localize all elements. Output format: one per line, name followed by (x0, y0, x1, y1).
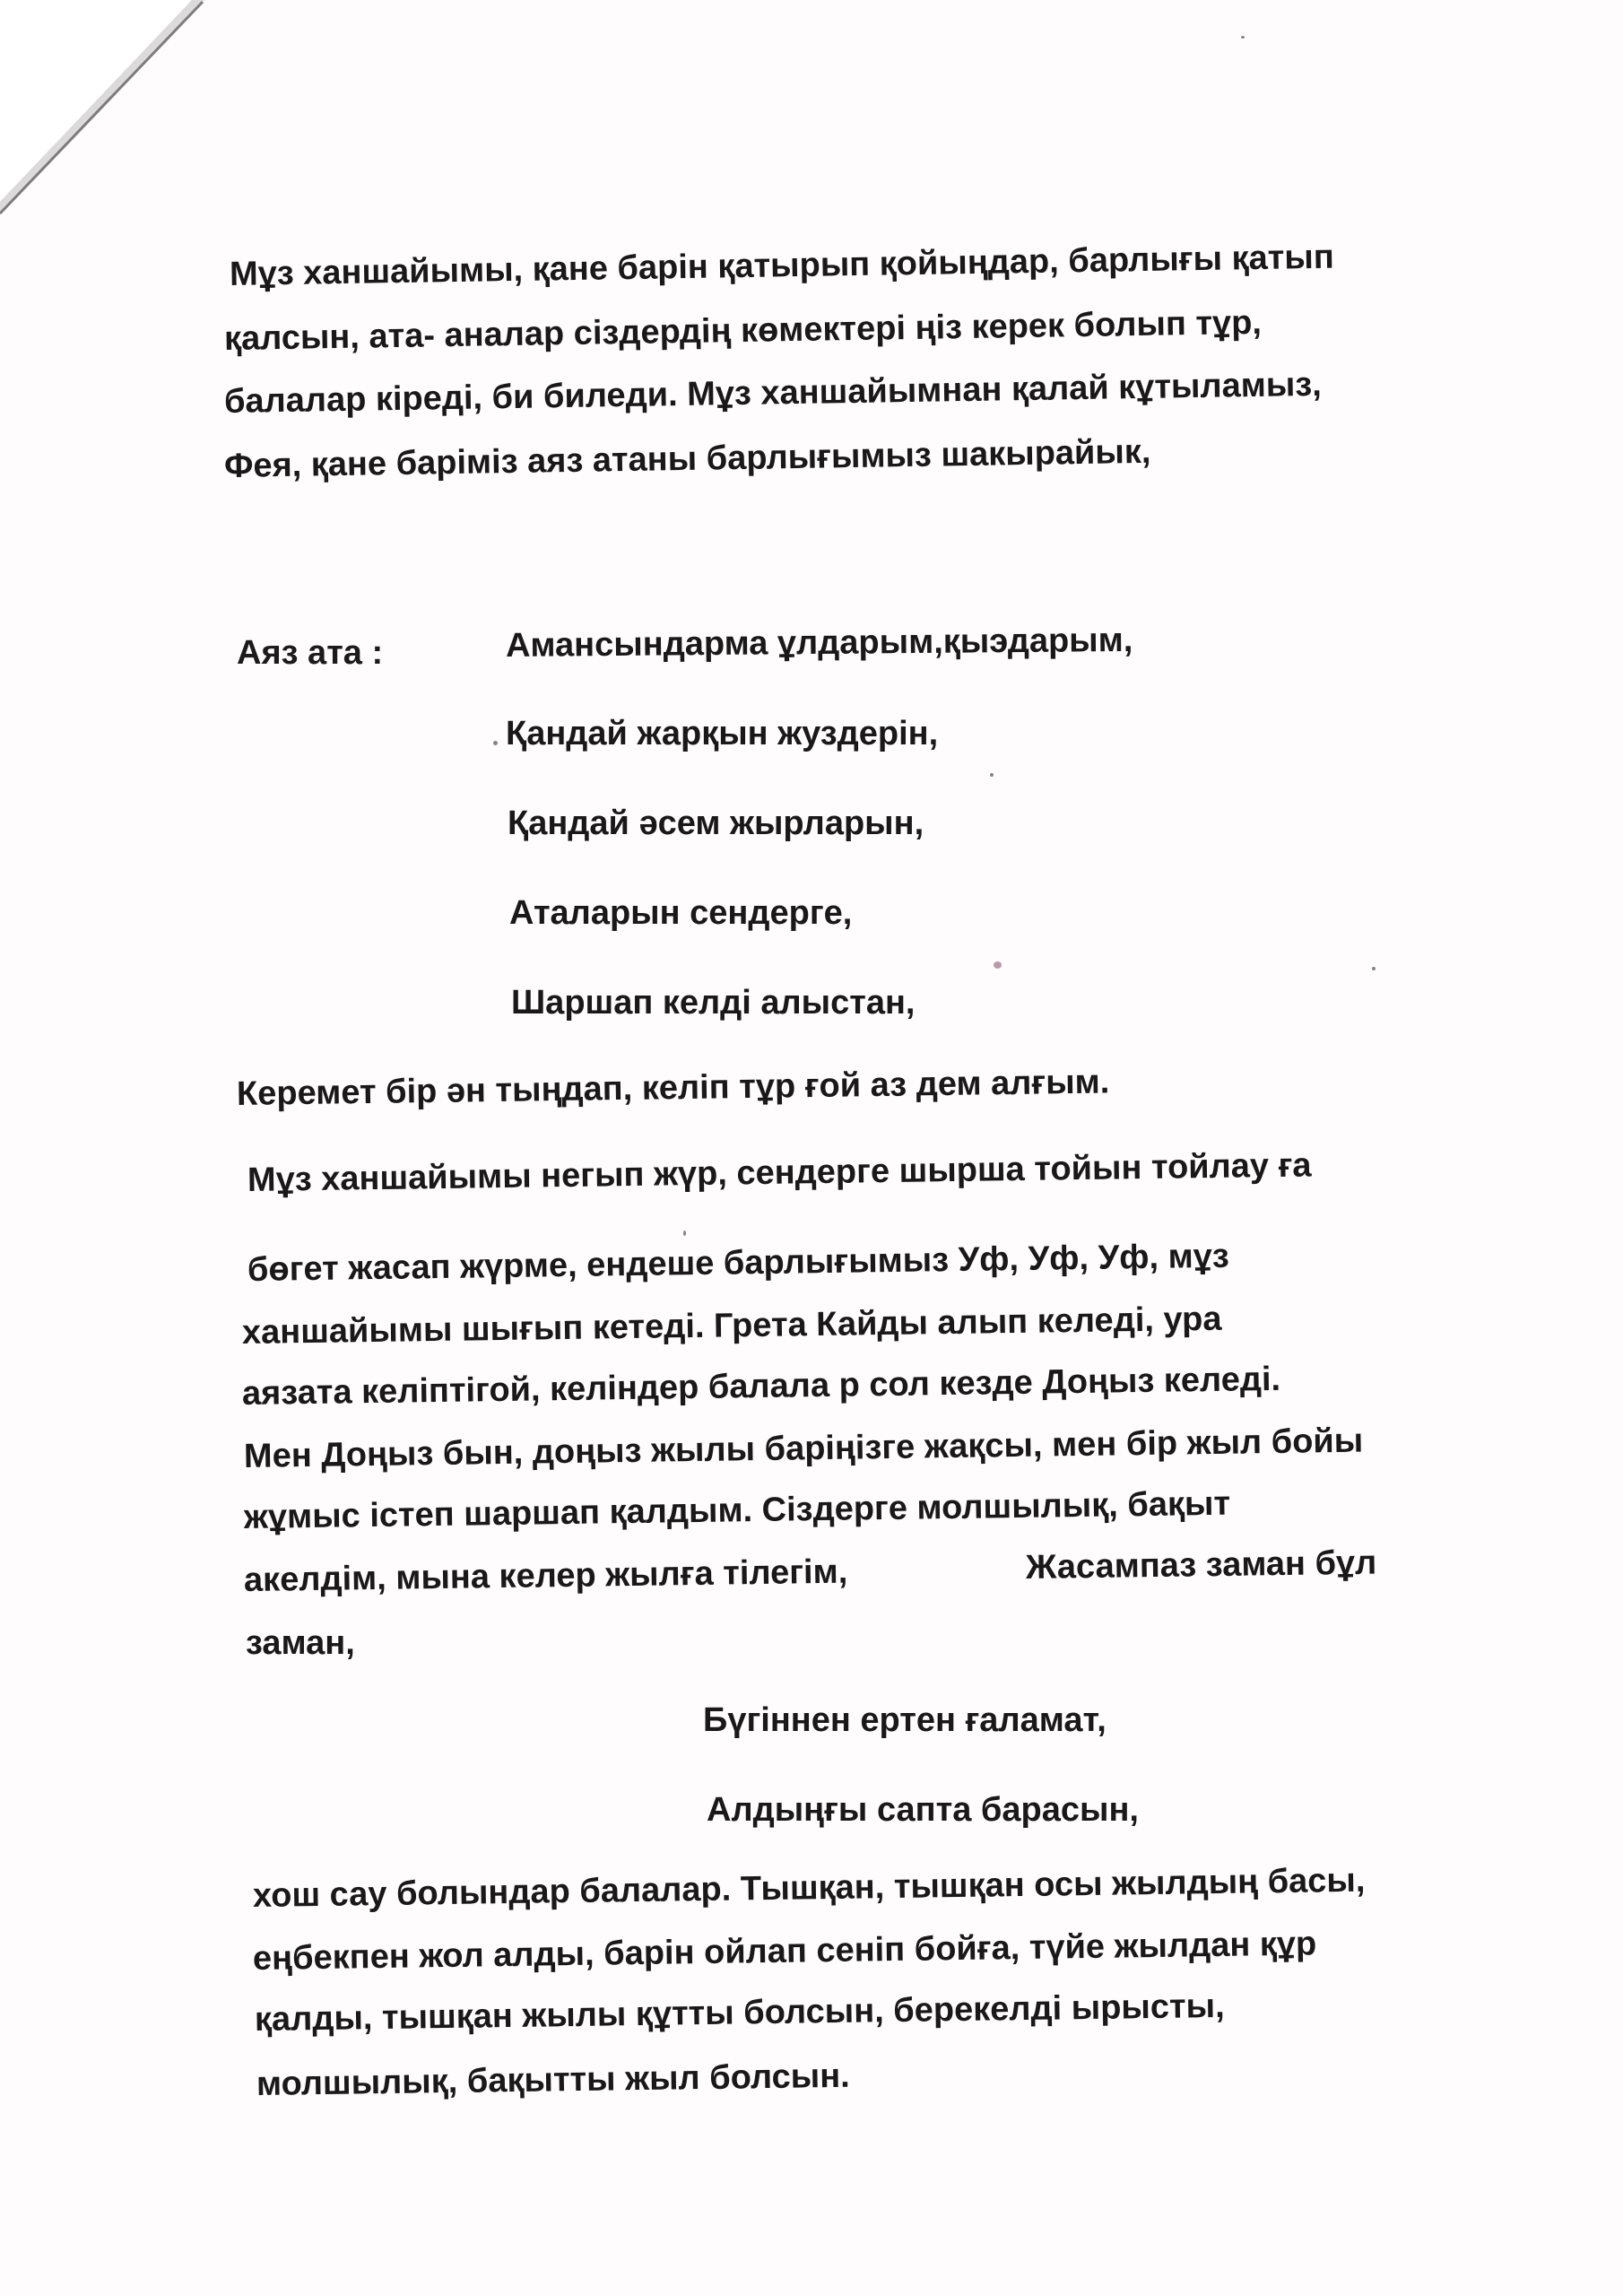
scan-speck (994, 961, 1002, 969)
verse-1-line-5: Шаршап келді алыстан, (511, 984, 916, 1022)
paragraph-2-line-1: Керемет бір ән тыңдап, келіп тұр ғой аз дем алғым. (236, 1063, 1110, 1113)
paragraph-1-line-1: Мұз ханшайымы, қане барін қатырып қойыңдар, барлығы қатып (229, 238, 1335, 293)
verse-1-line-2: Қандай жарқын жуздерін, (506, 715, 939, 752)
paragraph-3-line-4: молшылық, бақытты жыл болсын. (256, 2057, 850, 2103)
verse-1-line-4: Аталарын сендерге, (509, 894, 853, 932)
paragraph-2-line-2: Мұз ханшайымы негып жүр, сендерге шырша тойын тойлау ға (247, 1146, 1312, 1199)
scan-speck (1241, 36, 1245, 39)
paragraph-2-line-4: ханшайымы шығып кетеді. Грета Кайды алып келеді, ура (241, 1300, 1222, 1352)
paragraph-1-line-4: Фея, қане баріміз аяз атаны барлығымыз шакырайык, (223, 432, 1151, 485)
speaker-label: Аяз ата : (237, 634, 384, 672)
folded-corner-icon (0, 0, 215, 233)
scan-speck (493, 741, 498, 745)
scan-speck (990, 773, 994, 777)
scan-speck (683, 1231, 686, 1236)
verse-1-line-3: Қандай әсем жырларын, (508, 804, 924, 842)
paragraph-2-line-5: аязата келіптігой, келіндер балала р сол кезде Доңыз келеді. (241, 1360, 1281, 1413)
paragraph-3-line-3: қалды, тышқан жылы құтты болсын, берекелді ырысты, (254, 1987, 1225, 2039)
paragraph-2-line-9: заман, (246, 1624, 355, 1662)
inline-verse: Жасампаз заман бұл (1025, 1544, 1377, 1587)
verse-1-line-1: Амансындарма ұлдарым,қыэдарым, (505, 621, 1133, 665)
paragraph-1-line-3: балалар кіреді, би биледи. Мұз ханшайымнан қалай кұтыламыз, (223, 365, 1323, 421)
paragraph-3-line-1: хош сау болындар балалар. Тышқан, тышқан осы жылдың басы, (252, 1861, 1366, 1915)
paragraph-1-line-2: қалсын, ата- аналар сіздердің көмектері ңіз керек болып тұр, (223, 303, 1263, 358)
scan-speck (1372, 967, 1376, 970)
verse-2-line-2: Алдыңғы сапта барасын, (707, 1791, 1139, 1829)
paragraph-2-line-6: Мен Доңыз бын, доңыз жылы баріңізге жақсы, мен бір жыл бойы (243, 1422, 1364, 1475)
paragraph-2-line-8: акелдім, мына келер жылға тілегім, (243, 1552, 848, 1599)
paragraph-3-line-2: еңбекпен жол алды, барін ойлап сеніп бойға, түйе жылдан құр (252, 1925, 1317, 1978)
paragraph-2-line-3: бөгет жасап жүрме, ендеше барлығымыз Уф, Уф, Уф, мұз (247, 1237, 1230, 1289)
paragraph-2-line-7: жұмыс істеп шаршап қалдым. Сіздерге молшылық, бақыт (243, 1484, 1231, 1536)
verse-2-line-1: Бүгіннен ертен ғаламат, (703, 1701, 1107, 1739)
